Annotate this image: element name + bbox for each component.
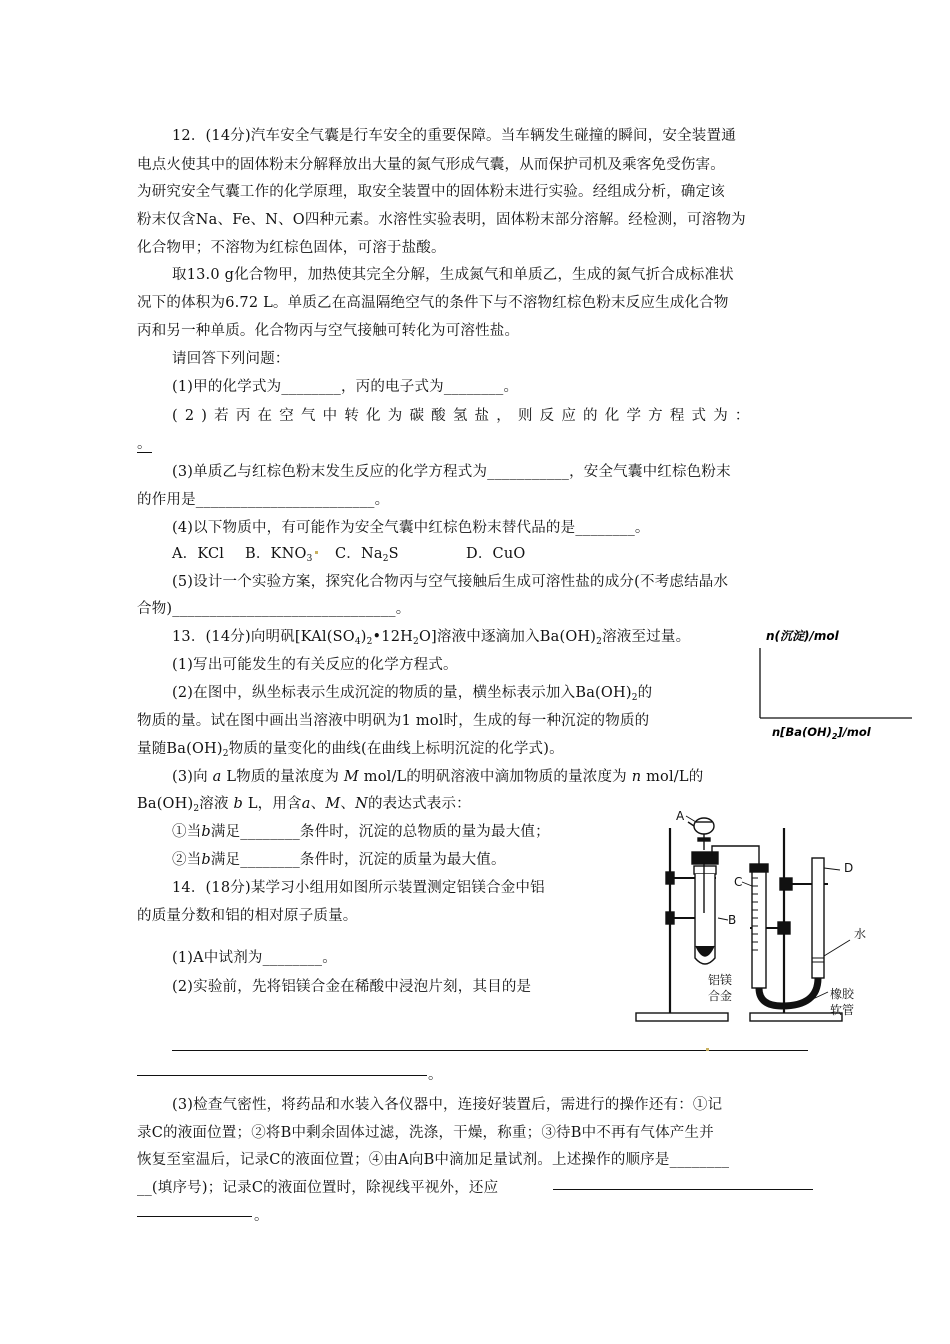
q13-axes-figure <box>752 620 932 740</box>
q12-p1-line4: 粉末仅含Na、Fe、N、O四种元素。水溶性实验表明，固体粉末部分溶解。经检测，可溶物为 <box>137 212 746 228</box>
label-a: A <box>676 809 685 823</box>
q12-sub4: (4)以下物质中，有可能作为安全气囊中红棕色粉末替代品的是________。 <box>172 520 650 536</box>
q12-p1-line5: 化合物甲；不溶物为红棕色固体，可溶于盐酸。 <box>137 240 446 256</box>
q13-condition-1: ①当b满足________条件时，沉淀的总物质的量为最大值； <box>172 824 550 840</box>
label-d: D <box>844 861 854 875</box>
label-c: C <box>734 875 743 889</box>
q13-sub1: (1)写出可能发生的有关反应的化学方程式。 <box>172 657 458 673</box>
q12-p2-line2: 况下的体积为6.72 L。单质乙在高温隔绝空气的条件下与不溶物红棕色粉末反应生成化合物 <box>137 295 729 311</box>
q14-heading-line1: 14．(18分)某学习小组用如图所示装置测定铝镁合金中铝 <box>172 880 545 896</box>
q13-sub3-line1: (3)向 a L物质的量浓度为 M mol/L的明矾溶液中滴加物质的量浓度为 n mol/L的 <box>172 769 704 785</box>
q12-p1-line2: 电点火使其中的固体粉末分解释放出大量的氮气形成气囊，从而保护司机及乘客免受伤害。 <box>137 157 725 173</box>
q12-p2-line3: 丙和另一种单质。化合物丙与空气接触可转化为可溶性盐。 <box>137 323 520 339</box>
q12-option-b: B．$KNO_3$ <box>245 546 313 564</box>
label-alloy-1: 铝镁 <box>708 973 733 987</box>
q14-sub3-line2: 录C的液面位置；②将B中剩余固体过滤，洗涤，干燥，称重；③待B中不再有气体产生并 <box>137 1125 714 1141</box>
q13-condition-2: ②当b满足________条件时，沉淀的质量为最大值。 <box>172 852 506 868</box>
q12-sub5-line2: 合物)______________________________。 <box>137 601 411 617</box>
stray-dot <box>706 1048 709 1051</box>
q13-sub2-line2: 物质的量。试在图中画出当溶液中明矾为1 mol时，生成的每一种沉淀的物质的 <box>137 713 650 729</box>
q14-sub3-answer-line2 <box>137 1216 252 1217</box>
y-axis-label: n(沉淀)/mol <box>766 629 839 643</box>
q12-option-c: C．$Na_2S$ <box>335 546 399 564</box>
q12-sub1: (1)甲的化学式为________，丙的电子式为________。 <box>172 379 519 395</box>
q12-option-a: A．KCl <box>172 546 225 562</box>
q12-p1-line1: 12．(14分)汽车安全气囊是行车安全的重要保障。当车辆发生碰撞的瞬间，安全装置通 <box>172 128 736 144</box>
q14-apparatus-figure <box>632 808 882 1033</box>
x-axis-label: $n[Ba(OH)_2]$/mol <box>772 725 871 740</box>
q14-sub2-answer-line1 <box>172 1050 808 1051</box>
rubber-tube <box>759 978 818 1006</box>
q12-option-d: D．CuO <box>466 546 526 562</box>
q12-p2-line1: 取13.0 g化合物甲，加热使其完全分解，生成氮气和单质乙，生成的氮气折合成标准状 <box>172 267 734 283</box>
q13-heading: 13．(14分)向明矾$[KAl(SO_4)_2•12H_2O]$溶液中逐滴加入$Ba(OH)_2$溶液至过量。 <box>172 629 691 647</box>
q14-sub3-line3: 恢复至室温后，记录C的液面位置；④由A向B中滴加足量试剂。上述操作的顺序是________ <box>137 1152 730 1168</box>
tube-d <box>812 858 824 978</box>
q13-sub2-line1: (2)在图中，纵坐标表示生成沉淀的物质的量，横坐标表示加入$Ba(OH)_2$的 <box>172 685 653 703</box>
q14-sub3-line4: __(填序号)；记录C的液面位置时，除视线平视外，还应 <box>137 1180 499 1196</box>
q12-sub3-line1: (3)单质乙与红棕色粉末发生反应的化学方程式为___________，安全气囊中红棕色粉末 <box>172 464 731 480</box>
q12-sub3-line2: 的作用是________________________。 <box>137 492 390 508</box>
q12-intro: 请回答下列问题： <box>172 351 290 367</box>
label-alloy-2: 合金 <box>708 989 733 1003</box>
label-rubber-tube-2: 软管 <box>830 1003 855 1017</box>
q14-sub2: (2)实验前，先将铝镁合金在稀酸中浸泡片刻，其目的是 <box>172 979 532 995</box>
q13-sub3-line2: $Ba(OH)_2$溶液 b L，用含a、M、N的表达式表示： <box>137 796 471 814</box>
label-b: B <box>728 913 737 927</box>
label-rubber-tube-1: 橡胶 <box>830 987 855 1001</box>
q12-sub2-end <box>137 432 152 453</box>
q14-sub1: (1)A中试剂为________。 <box>172 950 337 966</box>
q14-sub2-end: 。 <box>428 1067 443 1083</box>
right-stand-base <box>750 1013 842 1021</box>
q12-sub2-blank-end: 。 <box>137 436 152 452</box>
q14-sub2-answer-line2 <box>137 1075 427 1076</box>
label-water: 水 <box>854 927 867 941</box>
q14-sub3-end: 。 <box>254 1208 269 1224</box>
q12-sub2: (2)若丙在空气中转化为碳酸氢盐，则反应的化学方程式为： <box>172 408 757 424</box>
stray-dot <box>315 551 318 554</box>
q13-sub2-line3: 量随$Ba(OH)_2$物质的量变化的曲线(在曲线上标明沉淀的化学式)。 <box>137 741 564 759</box>
q12-p1-line3: 为研究安全气囊工作的化学原理，取安全装置中的固体粉末进行实验。经组成分析，确定该 <box>137 184 725 200</box>
q14-heading-line2: 的质量分数和铝的相对原子质量。 <box>137 908 358 924</box>
q14-sub3-line1: (3)检查气密性，将药品和水装入各仪器中，连接好装置后，需进行的操作还有：①记 <box>172 1097 723 1113</box>
funnel-a <box>694 818 714 834</box>
left-stand-base <box>636 1013 728 1021</box>
q12-sub5-line1: (5)设计一个实验方案，探究化合物丙与空气接触后生成可溶性盐的成分(不考虑结晶水 <box>172 574 729 590</box>
q14-sub3-answer-line <box>553 1189 813 1190</box>
